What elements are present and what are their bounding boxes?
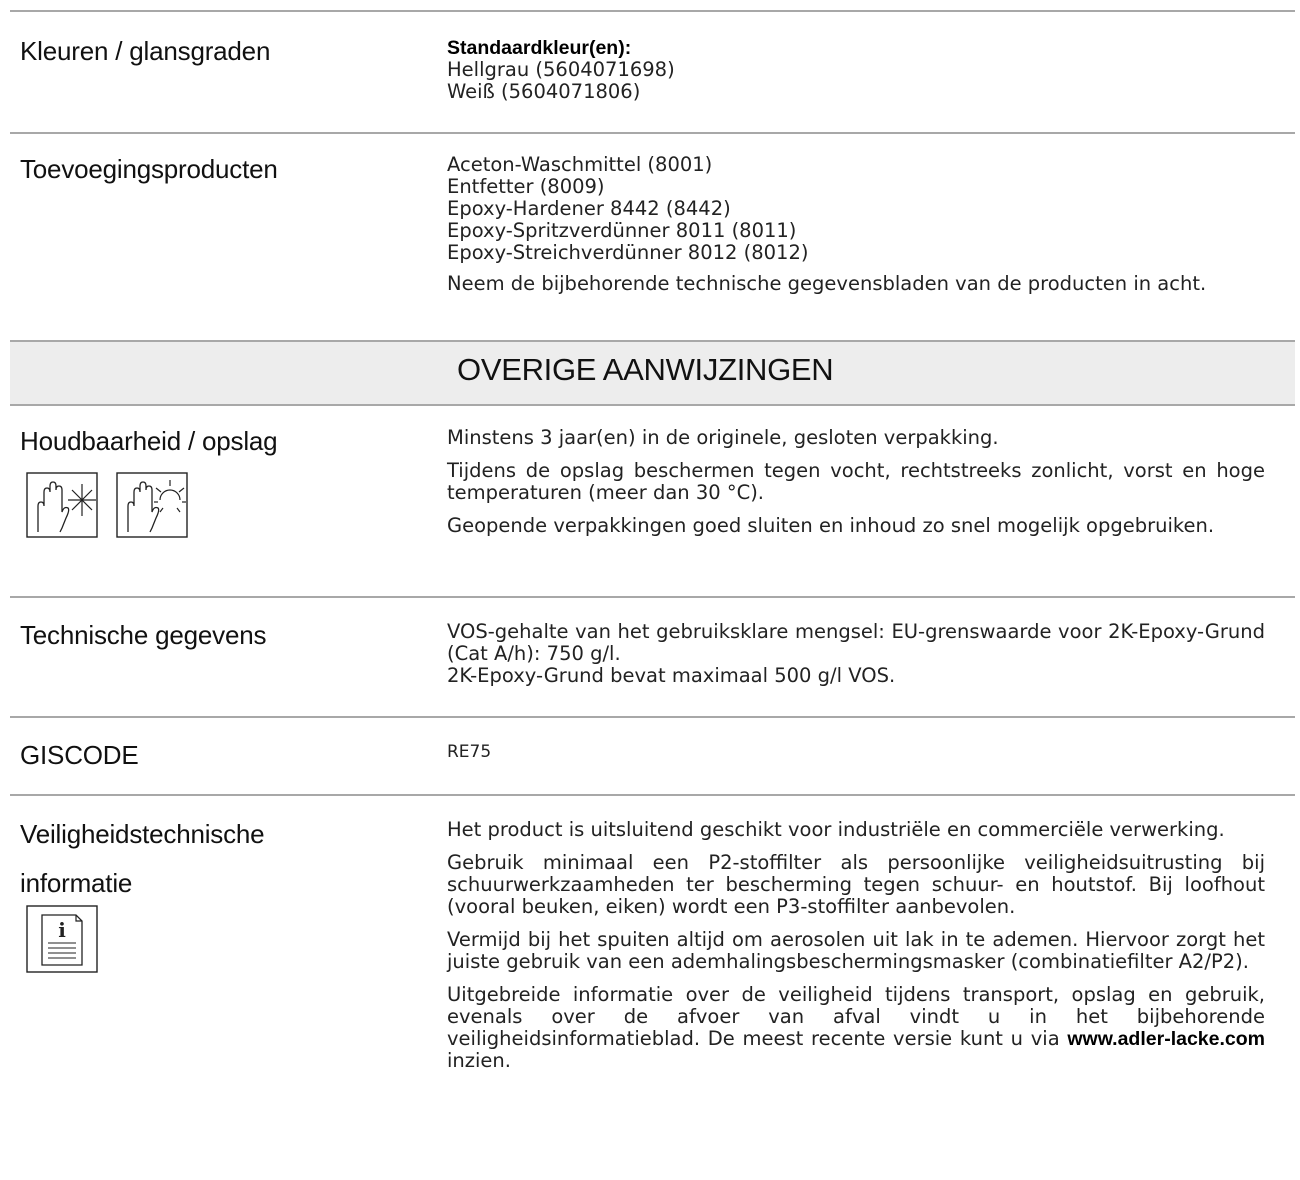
section-title: OVERIGE AANWIJZINGEN [457,352,834,387]
info-sheet-icon [26,905,98,973]
safety-text-post: inzien. [447,1049,511,1072]
voc-text: 2K-Epoxy-Grund bevat maximaal 500 g/l VOS. [447,664,896,687]
row-label-toevoeging: Toevoegingsproducten [20,154,278,184]
row-label-technisch: Technische gegevens [20,620,267,650]
additive-item: Epoxy-Hardener 8442 (8442) [447,197,731,220]
row-value-houdbaarheid [447,427,1265,548]
voc-text: VOS-gehalte van het gebruiksklare mengsel: EU-grenswaarde voor 2K-Epoxy-Grund (Cat A/h): 750 g/l. [447,620,1265,665]
row-divider [10,10,1295,12]
row-label-veiligheid [20,810,264,908]
row-value-kleuren [447,37,1265,103]
safety-text-pre: Uitgebreide informatie over de veiligheid tijdens transport, opslag en gebruik, evenals over de afvoer van afval vindt u in het bijbehorende veiligheidsinformatieblad. De meest recente versie kunt u via [447,983,1265,1050]
additive-item: Entfetter (8009) [447,175,605,198]
storage-text: Minstens 3 jaar(en) in de originele, gesloten verpakking. [447,426,999,449]
additive-item: Epoxy-Spritzverdünner 8011 (8011) [447,219,797,242]
row-value-veiligheid [447,819,1265,1083]
safety-text [447,984,1265,1072]
section-header [10,340,1295,404]
color-item: Weiß (5604071806) [447,80,641,103]
safety-text: Het product is uitsluitend geschikt voor industriële en commerciële verwerking. [447,818,1225,841]
storage-text: Tijdens de opslag beschermen tegen vocht, rechtstreeks zonlicht, vorst en hoge temperaturen (meer dan 30 °C). [447,459,1265,504]
storage-text: Geopende verpakkingen goed sluiten en inhoud zo snel mogelijk opgebruiken. [447,514,1215,537]
row-divider [10,716,1295,718]
row-divider [10,596,1295,598]
adler-website-link[interactable]: www.adler-lacke.com [1067,1028,1265,1050]
protect-from-heat-icon [116,472,188,538]
row-divider [10,404,1295,406]
row-label-houdbaarheid: Houdbaarheid / opslag [20,426,278,456]
row-divider [10,132,1295,134]
row-label-giscode: GISCODE [20,740,139,770]
label-line: informatie [20,868,133,898]
row-value-toevoeging [447,154,1265,306]
color-item: Hellgrau (5604071698) [447,58,675,81]
safety-text: Gebruik minimaal een P2-stoffilter als persoonlijke veiligheidsuitrusting bij schuurwerkzaamheden ter bescherming tegen schuur- en houtstof. Bij loofhout (vooral beuken, eiken) wordt een P3-stoffilter aanbevolen. [447,851,1265,918]
giscode-value: RE75 [447,742,492,762]
label-line: Veiligheidstechnische [20,819,265,849]
row-label-kleuren: Kleuren / glansgraden [20,36,271,66]
protect-from-frost-icon [26,472,98,538]
row-divider [10,794,1295,796]
standard-colors-heading: Standaardkleur(en): [447,37,632,59]
safety-text: Vermijd bij het spuiten altijd om aerosolen uit lak in te ademen. Hiervoor zorgt het juiste gebruik van een ademhalingsbeschermingsmasker (combinatiefilter A2/P2). [447,928,1265,973]
row-value-technisch [447,621,1265,687]
additive-item: Epoxy-Streichverdünner 8012 (8012) [447,241,809,264]
additive-note: Neem de bijbehorende technische gegevensbladen van de producten in acht. [447,272,1207,295]
svg-text:i: i [58,918,66,942]
additive-item: Aceton-Waschmittel (8001) [447,153,713,176]
